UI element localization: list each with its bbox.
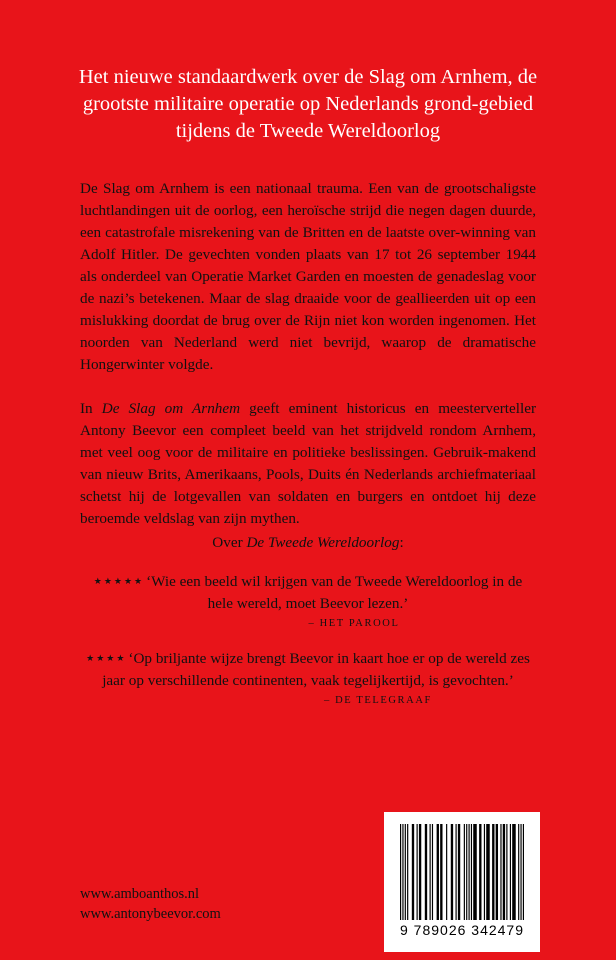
- barcode-bar: [458, 824, 460, 920]
- barcode-bar: [437, 824, 439, 920]
- barcode-bar: [417, 824, 418, 920]
- paragraph-2-prefix: In: [80, 400, 102, 417]
- isbn-number: 9 789026 342479: [400, 922, 524, 938]
- barcode-bar: [510, 824, 511, 920]
- barcode-bar: [430, 824, 431, 920]
- barcode-bar: [464, 824, 465, 920]
- link-amboanthos[interactable]: www.amboanthos.nl: [80, 886, 200, 902]
- barcode-bar: [492, 824, 494, 920]
- barcode-bar: [432, 824, 433, 920]
- barcode-bar: [484, 824, 485, 920]
- reviews-heading-prefix: Over: [212, 534, 247, 551]
- barcode-bar: [466, 824, 467, 920]
- review-source-de-telegraaf: – DE TELEGRAAF: [324, 695, 432, 706]
- reviewed-book-title: De Tweede Wereldoorlog: [246, 534, 400, 551]
- link-antonybeevor[interactable]: www.antonybeevor.com: [80, 906, 221, 922]
- barcode-bar: [419, 824, 421, 920]
- barcode-bar: [425, 824, 427, 920]
- barcode-bar: [473, 824, 477, 920]
- description-paragraph-2: [80, 398, 536, 530]
- barcode-bar: [471, 824, 472, 920]
- review-source-het-parool: – HET PAROOL: [308, 618, 400, 629]
- barcode-bar: [412, 824, 414, 920]
- review-quote-text: ‘Wie een beeld wil krijgen van de Tweede Wereldoorlog in de hele wereld, moet Beevor lezen.’: [146, 573, 523, 612]
- barcode-bar: [506, 824, 507, 920]
- four-star-rating-icon: ★★★★: [86, 653, 127, 663]
- barcode-bars-icon: [398, 824, 526, 920]
- barcode-bar: [400, 824, 401, 920]
- barcode-bar: [456, 824, 457, 920]
- barcode-bar: [486, 824, 490, 920]
- headline: Het nieuwe standaardwerk over de Slag om Arnhem, de grootste militaire operatie op Nederlands grond-gebied tijdens de Tweede Wereldoorlog: [78, 66, 538, 142]
- barcode-bar: [520, 824, 521, 920]
- barcode-bar: [500, 824, 501, 920]
- book-title-italic: De Slag om Arnhem: [101, 400, 241, 417]
- barcode-bar: [402, 824, 403, 920]
- review-quote-1: [80, 570, 536, 633]
- barcode-bar: [523, 824, 524, 920]
- barcode-bar: [407, 824, 408, 920]
- review-quote-2: [80, 647, 536, 710]
- reviews-heading: [0, 532, 616, 554]
- reviews-heading-suffix: :: [399, 534, 404, 551]
- barcode-bar: [512, 824, 516, 920]
- barcode-bar: [469, 824, 470, 920]
- barcode-bar: [440, 824, 442, 920]
- barcode-bar: [496, 824, 498, 920]
- isbn-barcode: [384, 812, 540, 952]
- barcode-bar: [518, 824, 519, 920]
- barcode-bar: [446, 824, 447, 920]
- description-paragraph-1: De Slag om Arnhem is een nationaal trauma. Een van de grootschaligste luchtlandingen uit de oorlog, een heroïsche strijd die negen dagen duurde, een catastrofale misrekening van de Britten en de laatste over-winning van Adolf Hitler. De gevechten vonden plaats van 17 tot 26 september 1944 als onderdeel van Operatie Market Garden en moesten de genadeslag voor de nazi’s betekenen. Maar de slag draaide voor de geallieerden uit op een mislukking doordat de brug over de Rijn niet kon worden ingenomen. Het noorden van Nederland werd niet bevrijd, waarop de dramatische Hongerwinter volgde.: [80, 180, 536, 373]
- barcode-bar: [479, 824, 481, 920]
- review-quote-text: ‘Op briljante wijze brengt Beevor in kaart hoe er op de wereld zes jaar op verschillende continenten, vaak tegelijkertijd, is gevochten.’: [102, 650, 530, 689]
- website-links: [80, 884, 221, 924]
- barcode-bar: [405, 824, 406, 920]
- five-star-rating-icon: ★★★★★: [93, 576, 145, 586]
- paragraph-2-text: geeft eminent historicus en meesterverteller Antony Beevor een compleet beeld van het strijdveld rondom Arnhem, met veel oog voor de militaire en politieke beslissingen. Gebruik-makend van nieuw Brits, Amerikaans, Pools, Duits én Nederlands archiefmateriaal schetst hij de lotgevallen van soldaten en burgers en ontdoet hij deze beroemde veldslag van zijn mythen.: [80, 400, 537, 527]
- barcode-bar: [503, 824, 505, 920]
- barcode-bar: [451, 824, 453, 920]
